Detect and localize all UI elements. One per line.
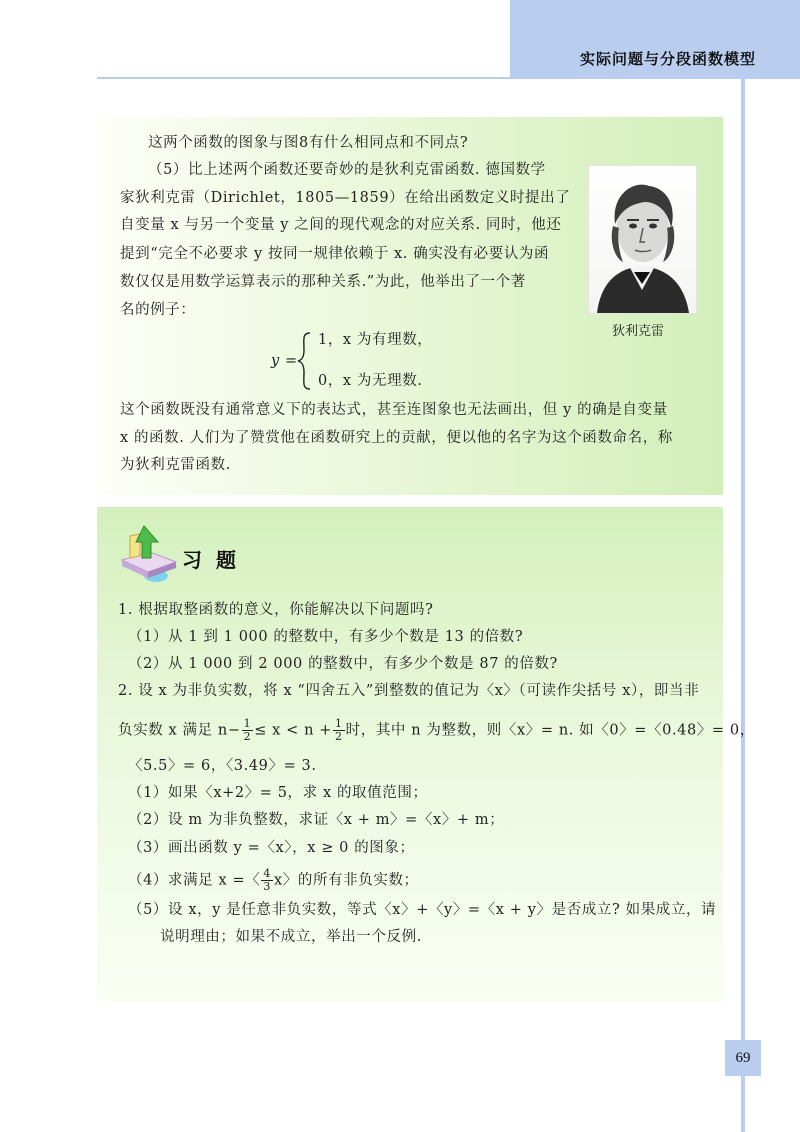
page-number-box [725,1040,761,1076]
formula-case-irrational: 0，x 为无理数. [318,373,423,389]
exercise-2-part-4 [128,868,419,893]
exercise-2-part-2: （2）设 m 为非负整数，求证〈x + m〉=〈x〉+ m； [128,812,505,828]
dirichlet-portrait [588,165,697,314]
header-rule [97,77,800,79]
passage-line: 为狄利克雷函数. [120,457,231,473]
passage-line: 提到“完全不必要求 y 按同一规律依赖于 x. 确实没有必要认为函 [120,246,550,262]
fraction-numerator: 4 [263,867,271,880]
fraction-denominator: 2 [335,730,343,743]
fraction-one-half [242,718,254,743]
exercise-2-part-4-a: （4）求满足 x =〈 [128,872,261,889]
passage-line: 名的例子： [120,302,196,318]
exercise-2-stem-line-3: 〈5.5〉= 6，〈3.49〉= 3. [128,758,317,774]
formula-case-rational: 1，x 为有理数， [318,332,433,348]
exercise-1-part-1: （1）从 1 到 1 000 的整数中，有多少个数是 13 的倍数? [128,629,524,645]
fraction-denominator: 3 [263,880,271,893]
exercise-2-stem-line-2 [118,718,755,743]
exercise-2-part-3: （3）画出函数 y =〈x〉，x ≥ 0 的图象； [128,840,415,856]
fraction-numerator: 1 [335,717,343,730]
exercise-2-line-2-part-c: 时，其中 n 为整数，则〈x〉= n. 如〈0〉=〈0.48〉= 0， [345,722,755,739]
exercise-book-icon [118,524,180,586]
passage-line: x 的函数. 人们为了赞赏他在函数研究上的贡献，便以他的名字为这个函数命名，称 [120,430,673,446]
exercises-title: 习题 [182,548,250,572]
passage-line: 数仅仅是用数学运算表示的那种关系.”为此，他举出了一个著 [120,274,526,290]
fraction-one-half [333,718,345,743]
passage-line: 家狄利克雷（Dirichlet，1805—1859）在给出函数定义时提出了 [120,190,571,206]
curly-brace [296,332,312,390]
exercise-2-stem-line-1: 2. 设 x 为非负实数，将 x “四舍五入”到整数的值记为〈x〉（可读作尖括号 x），即当非 [118,683,700,699]
passage-line: （5）比上述两个函数还要奇妙的是狄利克雷函数. 德国数学 [148,162,546,178]
exercise-1-part-2: （2）从 1 000 到 2 000 的整数中，有多少个数是 87 的倍数? [128,656,558,672]
portrait-illustration [589,166,696,313]
exercise-2-part-5-line-2: 说明理由；如果不成立，举出一个反例. [160,929,422,945]
fraction-numerator: 1 [243,717,252,730]
passage-line: 自变量 x 与另一个变量 y 之间的现代观念的对应关系. 同时，他还 [120,217,562,233]
passage-line: 这个函数既没有通常意义下的表达式，甚至连图象也无法画出，但 y 的确是自变量 [120,402,668,418]
right-margin-bar [741,79,745,1132]
exercise-2-part-4-b: x〉的所有非负实数； [273,872,419,889]
exercise-2-part-1: （1）如果〈x+2〉= 5，求 x 的取值范围； [128,785,428,801]
header-tab [510,0,800,77]
exercise-2-part-5-line-1: （5）设 x，y 是任意非负实数，等式〈x〉+〈y〉=〈x + y〉是否成立? 如果成立，请 [128,902,717,918]
exercise-2-line-2-part-a: 负实数 x 满足 n− [118,722,241,739]
exercise-2-line-2-part-b: ≤ x < n + [254,722,333,739]
fraction-four-thirds [261,868,273,893]
exercise-1-stem: 1. 根据取整函数的意义，你能解决以下问题吗? [118,602,434,618]
fraction-denominator: 2 [243,730,252,743]
chapter-title: 实际问题与分段函数模型 [579,50,756,68]
portrait-caption: 狄利克雷 [612,324,665,339]
passage-line: 这两个函数的图象与图8有什么相同点和不同点? [148,135,469,151]
page-number: 69 [735,1050,751,1066]
formula-lhs: y = [271,353,298,369]
